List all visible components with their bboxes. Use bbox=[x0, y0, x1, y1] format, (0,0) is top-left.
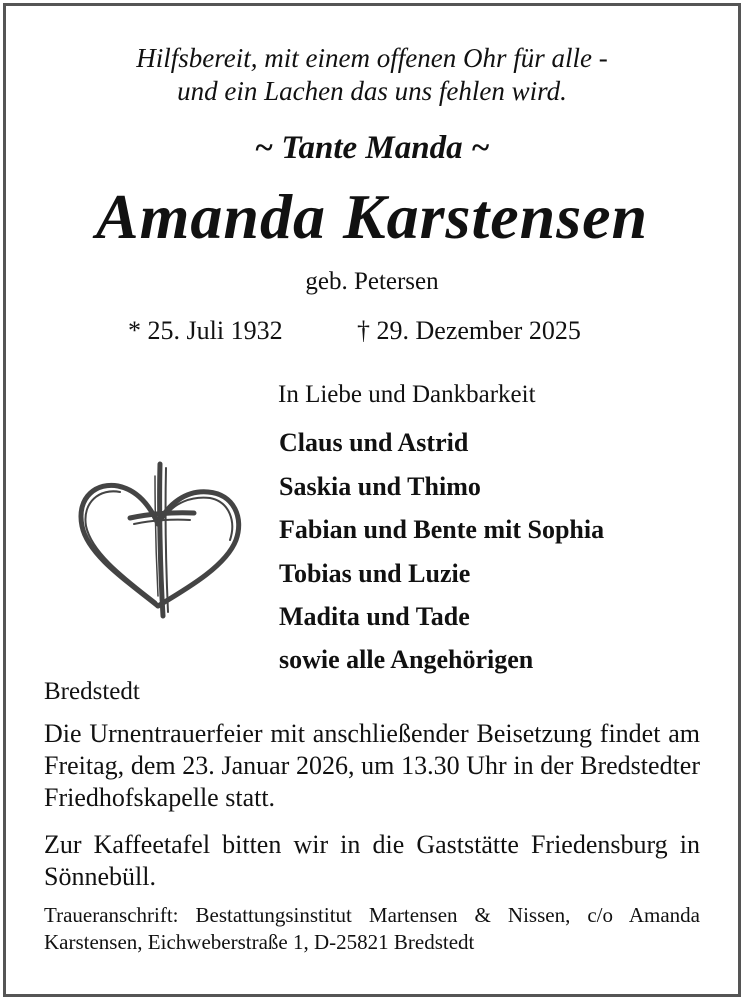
motto-line-2: und ein Lachen das uns fehlen wird. bbox=[177, 76, 567, 106]
mourner-name: Tobias und Luzie bbox=[279, 559, 471, 588]
mourning-address: Traueranschrift: Bestattungsinstitut Martensen & Nissen, c/o Amanda Karstensen, Eichweberstraße 1, D-25821 Bredstedt bbox=[44, 903, 700, 954]
mourner-name: Fabian und Bente mit Sophia bbox=[279, 515, 605, 544]
death-date: † 29. Dezember 2025 bbox=[357, 316, 581, 345]
birth-date: * 25. Juli 1932 bbox=[128, 316, 283, 345]
birth-name: geb. Petersen bbox=[305, 268, 439, 295]
motto-line-1: Hilfsbereit, mit einem offenen Ohr für alle - bbox=[136, 43, 608, 73]
mourner-relatives: sowie alle Angehörigen bbox=[279, 645, 534, 674]
mourners-intro: In Liebe und Dankbarkeit bbox=[278, 381, 536, 408]
nickname: ~ Tante Manda ~ bbox=[254, 130, 490, 166]
ceremony-text: Die Urnentrauerfeier mit anschließender Beisetzung findet am Freitag, dem 23. Januar 2026, um 13.30 Uhr in der Bredstedter Friedhofskapelle statt. bbox=[44, 719, 700, 812]
mourner-name: Claus und Astrid bbox=[279, 428, 469, 457]
place: Bredstedt bbox=[44, 678, 140, 705]
deceased-name: Amanda Karstensen bbox=[95, 181, 649, 252]
mourner-name: Madita und Tade bbox=[279, 602, 470, 631]
heart-with-cross-icon bbox=[76, 456, 246, 626]
mourner-name: Saskia und Thimo bbox=[279, 472, 481, 501]
coffee-text: Zur Kaffeetafel bitten wir in die Gaststätte Friedensburg in Sönnebüll. bbox=[44, 830, 700, 891]
